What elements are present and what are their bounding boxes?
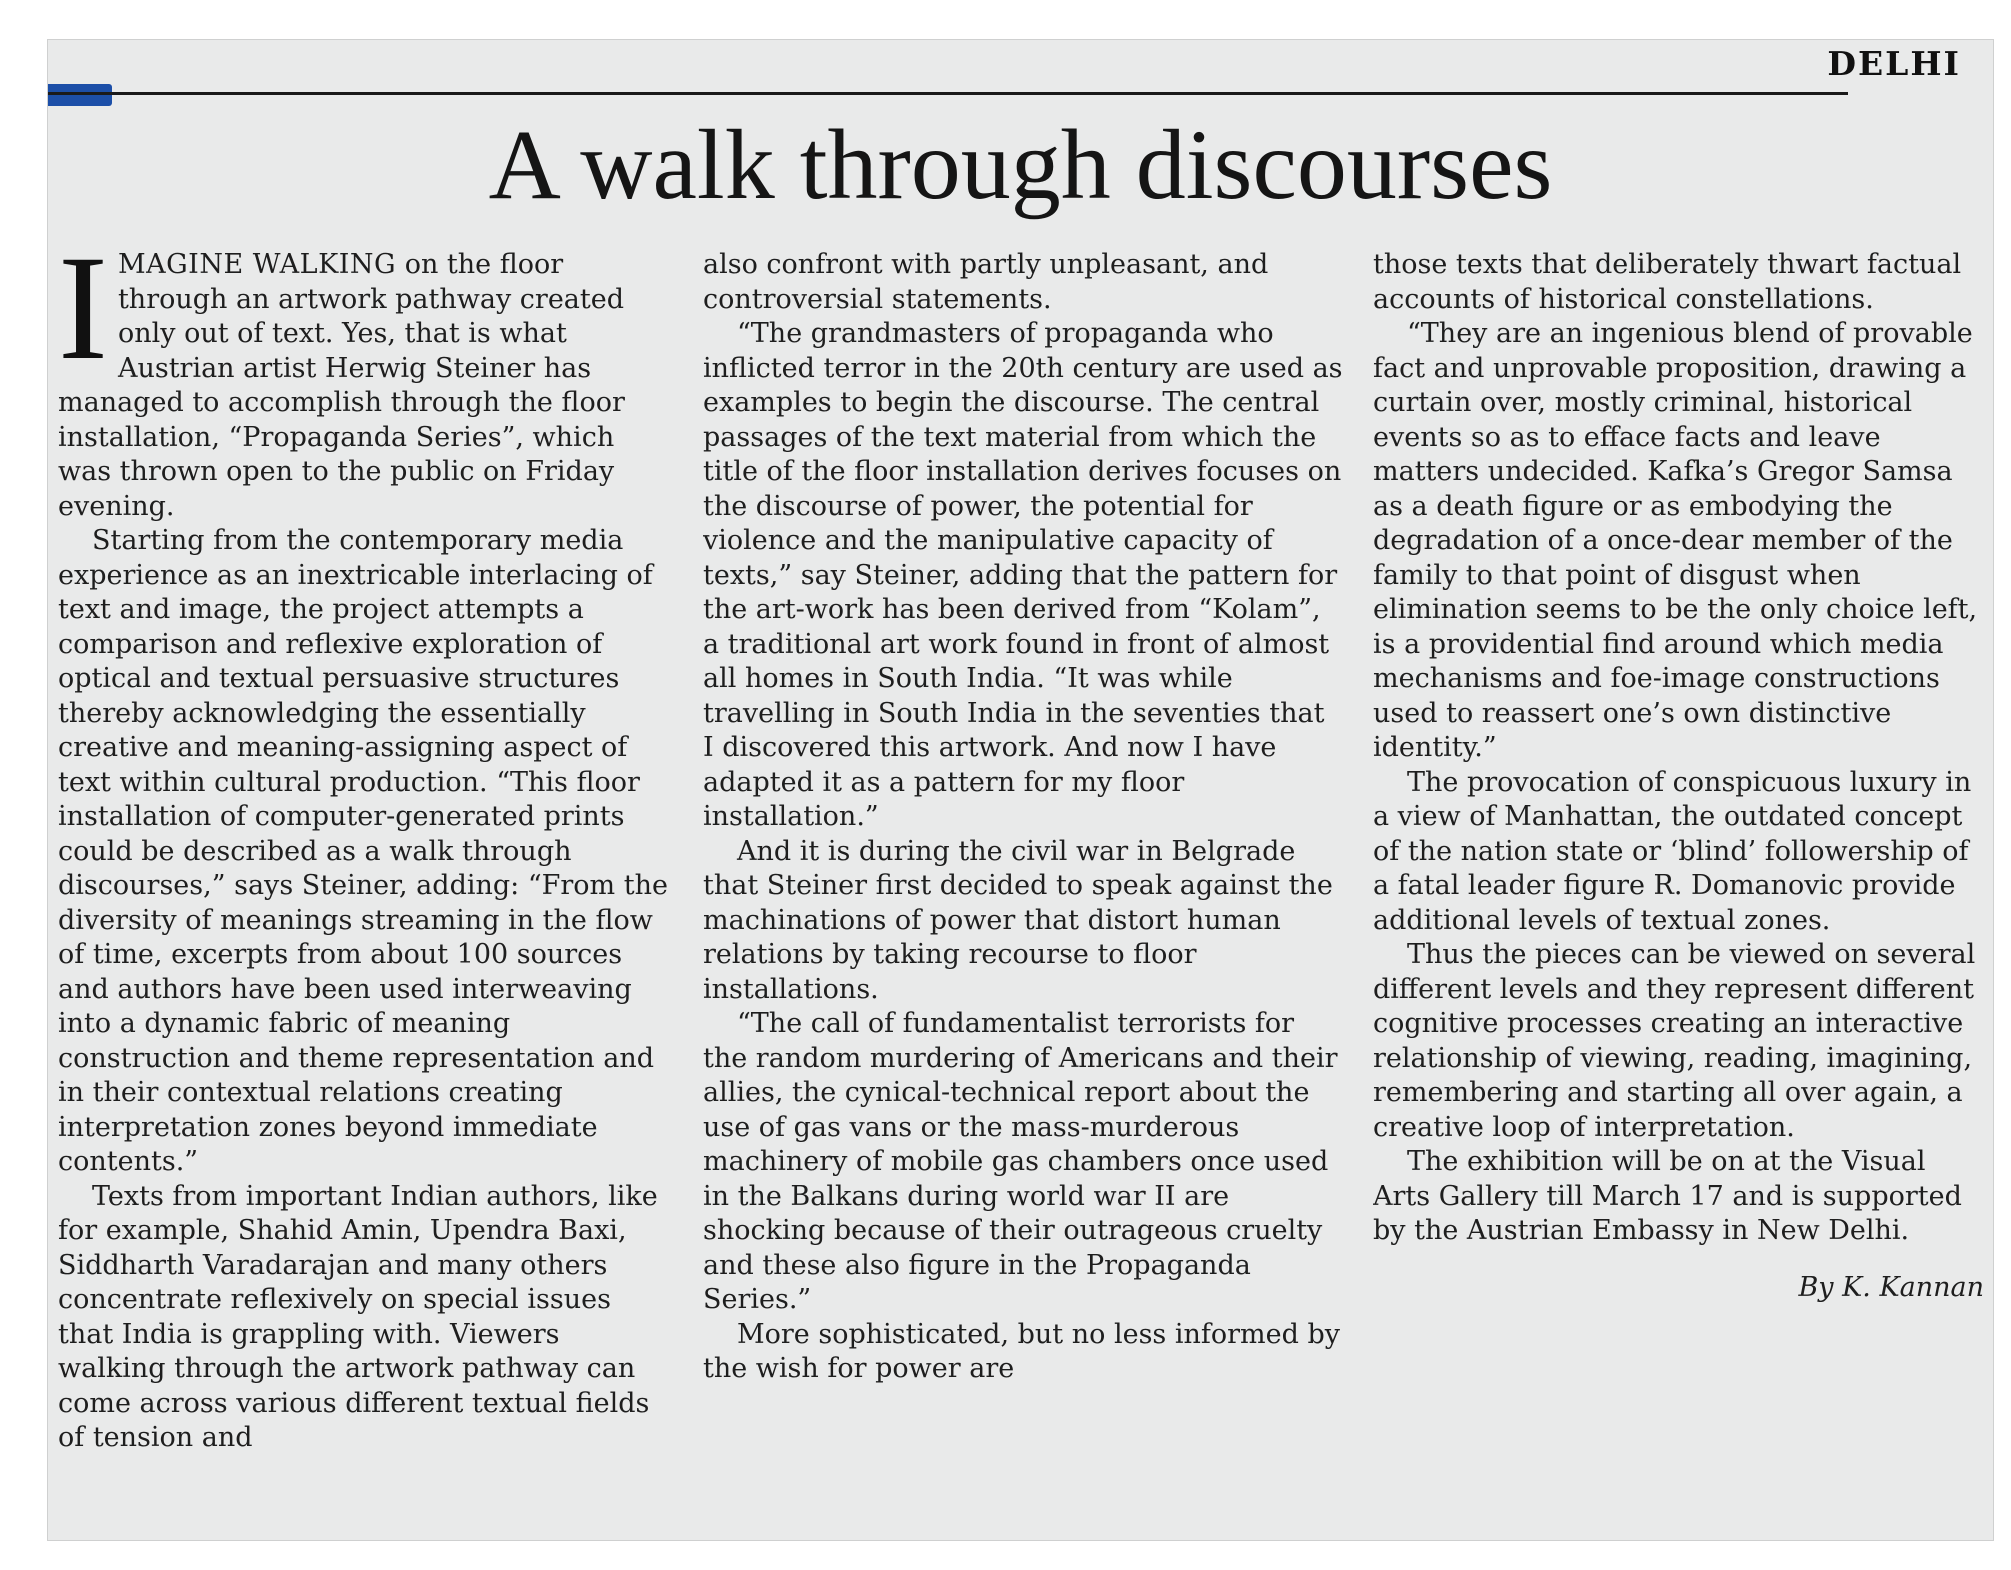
section-label: DELHI bbox=[1827, 44, 1961, 83]
headline: A walk through discourses bbox=[488, 109, 1553, 220]
column-3 bbox=[1373, 248, 1988, 1518]
paragraph: The exhibition will be on at the Visual Arts Gallery till March 17 and is supported by the Austrian Embassy in New Delhi. bbox=[1373, 1146, 1962, 1246]
paragraph: “The call of fundamentalist terrorists for the random murdering of Americans and their allies, the cynical-technical report about the use of gas vans or the mass-murderous machinery of mobile gas chambers once used in the Balkans during world war II are shocking because of their outrageous cruelty and these also figure in the Propaganda Series.” bbox=[703, 1008, 1338, 1315]
column-1 bbox=[58, 248, 673, 1518]
article-body bbox=[58, 248, 1988, 1518]
byline: By K. Kannan bbox=[1798, 1271, 1984, 1303]
paragraph: The provocation of conspicuous luxury in a view of Manhattan, the outdated concept of the nation state or ‘blind’ followership of a fatal leader figure R. Domanovic provide additional levels of textual zones. bbox=[1373, 766, 1972, 936]
paragraph-continued: those texts that deliberately thwart factual accounts of historical constellations. bbox=[1373, 249, 1962, 315]
paragraph: Starting from the contemporary media experience as an inextricable interlacing of text and image, the project attempts a comparison and reflexive exploration of optical and textual persuasive structures thereby acknowledging the essentially creative and meaning-assigning aspect of text within cultural production. “This floor installation of computer-generated prints could be described as a walk through discourses,” says Steiner, adding: “From the diversity of meanings streaming in the flow of time, excerpts from about 100 sources and authors have been used interweaving into a dynamic fabric of meaning construction and theme representation and in their contextual relations creating interpretation zones beyond immediate contents.” bbox=[58, 525, 668, 1177]
paragraph: More sophisticated, but no less informed by the wish for power are bbox=[703, 1318, 1341, 1384]
paragraph: “They are an ingenious blend of provable fact and unprovable proposition, drawing a curtain over, mostly criminal, historical events so as to efface facts and leave matters undecided. Kafka’s Gregor Samsa as a death figure or as embodying the degradation of a once-dear member of the family to that point of disgust when elimination seems to be the only choice left, is a providential find around which media mechanisms and foe-image constructions used to reassert one’s own distinctive identity.” bbox=[1373, 318, 1978, 763]
column-2 bbox=[703, 248, 1343, 1518]
newspaper-clipping bbox=[48, 40, 1993, 1540]
lead-caps: MAGINE WALKING bbox=[117, 249, 397, 280]
lead-paragraph bbox=[58, 248, 673, 524]
drop-cap: I bbox=[58, 248, 108, 391]
paragraph: “The grandmasters of propaganda who inflicted terror in the 20th century are used as examples to begin the discourse. The central passages of the text material from which the title of the floor installation derives focuses on the discourse of power, the potential for violence and the manipulative capacity of texts,” say Steiner, adding that the pattern for the art-work has been derived from “Kolam”, a traditional art work found in front of almost all homes in South India. “It was while travelling in South India in the seventies that I discovered this artwork. And now I have adapted it as a pattern for my floor installation.” bbox=[703, 318, 1343, 832]
paragraph: Texts from important Indian authors, like for example, Shahid Amin, Upendra Baxi, Siddharth Varadarajan and many others concentrate reflexively on special issues that India is grappling with. Viewers walking through the artwork pathway can come across various different textual fields of tension and bbox=[58, 1180, 658, 1453]
header-rule bbox=[48, 92, 1848, 95]
paragraph-continued: also confront with partly unpleasant, and controversial statements. bbox=[703, 249, 1269, 315]
paragraph: Thus the pieces can be viewed on several different levels and they represent different cognitive processes creating an interactive relationship of viewing, reading, imagining, remembering and starting all over again, a creative loop of interpretation. bbox=[1373, 939, 1976, 1143]
paragraph: And it is during the civil war in Belgrade that Steiner first decided to speak against the machinations of power that distort human relations by taking recourse to floor installations. bbox=[703, 835, 1333, 1005]
lead-text: on the floor through an artwork pathway created only out of text. Yes, that is what Austrian artist Herwig Steiner has managed to accomplish through the floor installation, “Propaganda Series”, which was thrown open to the public on Friday evening. bbox=[58, 249, 625, 522]
